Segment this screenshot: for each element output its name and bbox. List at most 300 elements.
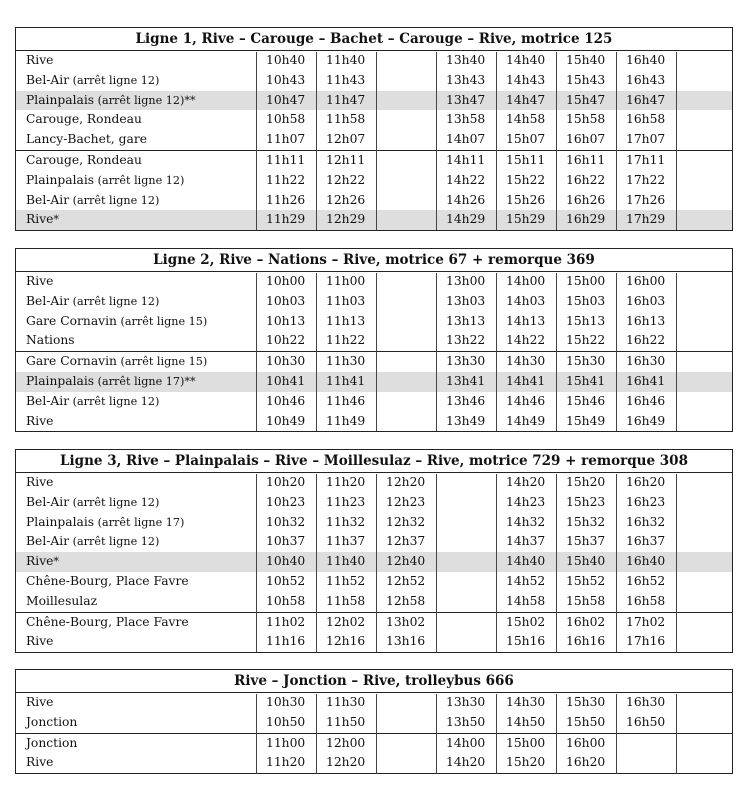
departure-time: 12h16 (326, 634, 366, 649)
departure-time (676, 552, 732, 572)
column-divider (436, 52, 437, 231)
stop-name-cell (16, 632, 256, 652)
departure-time: 11h00 (326, 274, 366, 288)
departure-time (436, 473, 496, 493)
departure-time (676, 693, 732, 713)
departure-time: 11h58 (326, 593, 366, 608)
departure-time: 11h29 (266, 212, 306, 227)
departure-time: 13h03 (446, 293, 486, 308)
departure-time (436, 592, 496, 612)
stop-name-cell (16, 372, 256, 392)
stop-name: Bel-Air (26, 293, 70, 308)
table-row (16, 91, 732, 111)
departure-time: 12h29 (326, 212, 366, 227)
departure-time: 16h52 (626, 573, 666, 588)
departure-time: 17h07 (626, 132, 666, 147)
departure-time: 11h22 (266, 172, 306, 187)
departure-time (676, 592, 732, 612)
departure-time: 14h03 (506, 293, 546, 308)
stop-name-cell (16, 91, 256, 111)
departure-time: 15h13 (566, 313, 606, 328)
departure-time: 10h58 (266, 112, 306, 127)
departure-time: 10h52 (266, 573, 306, 588)
table-row (16, 734, 732, 754)
column-divider (496, 52, 497, 231)
departure-time: 12h52 (386, 573, 426, 588)
table-row (16, 473, 732, 493)
departure-time (676, 412, 732, 432)
column-divider (616, 694, 617, 774)
column-divider (616, 474, 617, 653)
departure-time: 10h46 (266, 393, 306, 408)
departure-time (676, 210, 732, 230)
departure-time (376, 171, 436, 191)
column-divider (676, 52, 677, 231)
departure-time: 11h47 (326, 92, 366, 107)
stop-note: (arrêt ligne 12) (69, 394, 160, 408)
departure-time: 16h30 (626, 695, 666, 709)
departure-time: 16h23 (626, 494, 666, 509)
stop-name-cell (16, 331, 256, 351)
departure-time (376, 412, 436, 432)
departure-time: 11h50 (326, 714, 366, 729)
departure-time: 15h58 (566, 112, 606, 127)
table-row (16, 493, 732, 513)
departure-time: 17h29 (626, 212, 666, 227)
table-row (16, 312, 732, 332)
stop-mark: ** (184, 93, 196, 107)
departure-time (676, 51, 732, 71)
stop-name-cell (16, 592, 256, 612)
departure-time: 12h37 (386, 534, 426, 549)
departure-time: 11h58 (326, 112, 366, 127)
stop-name: Rive (26, 755, 54, 770)
departure-time (676, 632, 732, 652)
column-divider (496, 694, 497, 774)
departure-time (376, 191, 436, 211)
timetable-4 (15, 669, 733, 774)
departure-time: 11h30 (326, 354, 366, 369)
departure-time: 15h49 (566, 413, 606, 428)
stop-name: Bel-Air (26, 494, 70, 509)
stop-mark: * (53, 213, 60, 227)
departure-time: 13h16 (386, 634, 426, 649)
departure-time: 11h30 (326, 695, 366, 709)
column-divider (256, 52, 257, 231)
table-row (16, 352, 732, 372)
departure-time: 14h46 (506, 393, 546, 408)
departure-time: 13h00 (446, 274, 486, 288)
departure-time: 12h02 (326, 614, 366, 629)
column-divider (376, 474, 377, 653)
departure-time: 14h47 (506, 92, 546, 107)
stop-name: Plainpalais (26, 172, 95, 187)
table-row (16, 693, 732, 713)
departure-time (436, 613, 496, 633)
departure-time: 13h41 (446, 373, 486, 388)
departure-time: 10h03 (266, 293, 306, 308)
table-row (16, 513, 732, 533)
table-row (16, 412, 732, 432)
table-row (16, 372, 732, 392)
stop-name-cell (16, 493, 256, 513)
stop-name-cell (16, 713, 256, 733)
departure-time: 11h13 (326, 313, 366, 328)
departure-time: 16h16 (566, 634, 606, 649)
departure-time: 10h40 (266, 53, 306, 67)
departure-time: 10h13 (266, 313, 306, 328)
departure-time: 16h26 (566, 192, 606, 207)
departure-time: 11h03 (326, 293, 366, 308)
timetable-2 (15, 248, 733, 432)
departure-time: 15h07 (506, 132, 546, 147)
departure-time: 16h03 (626, 293, 666, 308)
departure-time: 14h50 (506, 714, 546, 729)
departure-time: 15h23 (566, 494, 606, 509)
column-divider (376, 52, 377, 231)
departure-time: 17h22 (626, 172, 666, 187)
departure-time: 16h46 (626, 393, 666, 408)
stop-name-cell (16, 552, 256, 572)
departure-time: 17h26 (626, 192, 666, 207)
departure-time: 11h32 (326, 514, 366, 529)
stop-note: (arrêt ligne 12) (94, 173, 185, 187)
departure-time: 14h40 (506, 53, 546, 67)
departure-time (676, 392, 732, 412)
departure-time (676, 171, 732, 191)
departure-time: 10h37 (266, 534, 306, 549)
departure-time: 15h43 (566, 72, 606, 87)
departure-time: 15h00 (566, 274, 606, 288)
column-divider (376, 273, 377, 432)
stop-group (16, 51, 732, 150)
stop-name: Rive (26, 554, 54, 569)
stop-name-cell (16, 352, 256, 372)
stop-group (16, 272, 732, 351)
departure-time: 11h26 (266, 192, 306, 207)
departure-time (376, 693, 436, 713)
departure-time: 12h40 (386, 554, 426, 569)
column-divider (676, 694, 677, 774)
column-divider (556, 474, 557, 653)
departure-time: 14h58 (506, 593, 546, 608)
table-row (16, 713, 732, 733)
departure-time: 15h16 (506, 634, 546, 649)
departure-time: 15h03 (566, 293, 606, 308)
departure-time (676, 71, 732, 91)
departure-time: 16h13 (626, 313, 666, 328)
departure-time: 11h23 (326, 494, 366, 509)
table-row (16, 71, 732, 91)
departure-time (676, 352, 732, 372)
departure-time: 11h20 (266, 755, 306, 770)
departure-time (676, 151, 732, 171)
table-row (16, 572, 732, 592)
departure-time: 15h47 (566, 92, 606, 107)
departure-time: 14h00 (506, 274, 546, 288)
stop-name: Plainpalais (26, 373, 95, 388)
departure-time: 12h11 (326, 152, 366, 167)
table-row (16, 592, 732, 612)
timetable-title: Ligne 3, Rive – Plainpalais – Rive – Moillesulaz – Rive, motrice 729 + remorque 308 (16, 450, 732, 473)
stop-name-cell (16, 272, 256, 292)
timetable-1 (15, 27, 733, 231)
departure-time (376, 272, 436, 292)
departure-time: 13h13 (446, 313, 486, 328)
departure-time: 14h26 (446, 192, 486, 207)
departure-time (676, 130, 732, 150)
departure-time: 15h00 (506, 735, 546, 750)
column-divider (676, 273, 677, 432)
departure-time: 16h11 (566, 152, 606, 167)
departure-time: 15h58 (566, 593, 606, 608)
table-row (16, 110, 732, 130)
departure-time: 11h43 (326, 72, 366, 87)
stop-mark: ** (184, 374, 196, 388)
departure-time: 14h43 (506, 72, 546, 87)
departure-time: 11h16 (266, 634, 306, 649)
departure-time: 15h46 (566, 393, 606, 408)
departure-time (676, 292, 732, 312)
table-row (16, 753, 732, 773)
departure-time (676, 272, 732, 292)
stop-name: Rive (26, 413, 54, 428)
departure-time (376, 392, 436, 412)
stop-name: Moillesulaz (26, 593, 98, 608)
stop-name-cell (16, 572, 256, 592)
departure-time (376, 753, 436, 773)
departure-time (436, 493, 496, 513)
departure-time (376, 110, 436, 130)
departure-time: 16h50 (626, 714, 666, 729)
departure-time: 11h40 (326, 554, 366, 569)
stop-note: (arrêt ligne 12) (69, 495, 160, 509)
column-divider (256, 474, 257, 653)
column-divider (436, 474, 437, 653)
departure-time: 15h20 (566, 475, 606, 489)
table-row (16, 171, 732, 191)
departure-time: 11h00 (266, 735, 306, 750)
stop-name-cell (16, 412, 256, 432)
departure-time: 10h47 (266, 92, 306, 107)
stop-name-cell (16, 473, 256, 493)
stop-name: Chêne-Bourg, Place Favre (26, 573, 189, 588)
departure-time: 12h20 (386, 475, 426, 489)
departure-time: 12h20 (326, 755, 366, 770)
stop-name: Gare Cornavin (26, 313, 117, 328)
departure-time (676, 513, 732, 533)
departure-time: 16h02 (566, 614, 606, 629)
departure-time: 15h29 (506, 212, 546, 227)
departure-time: 15h20 (506, 755, 546, 770)
departure-time: 15h37 (566, 534, 606, 549)
departure-time: 13h50 (446, 714, 486, 729)
stop-name: Rive (26, 634, 54, 649)
table-row (16, 191, 732, 211)
stop-group (16, 150, 732, 230)
stop-name-cell (16, 171, 256, 191)
departure-time: 15h22 (506, 172, 546, 187)
column-divider (556, 694, 557, 774)
stop-name-cell (16, 292, 256, 312)
departure-time (676, 753, 732, 773)
stop-group (16, 473, 732, 612)
departure-time: 12h07 (326, 132, 366, 147)
departure-time: 16h47 (626, 92, 666, 107)
column-divider (556, 52, 557, 231)
column-divider (316, 474, 317, 653)
departure-time: 16h07 (566, 132, 606, 147)
departure-time: 14h30 (506, 354, 546, 369)
stop-note: (arrêt ligne 12) (69, 73, 160, 87)
stop-name: Jonction (26, 714, 78, 729)
stop-note: (arrêt ligne 12) (69, 193, 160, 207)
departure-time: 13h30 (446, 695, 486, 709)
stop-group (16, 612, 732, 653)
departure-time: 15h30 (566, 695, 606, 709)
departure-time (376, 91, 436, 111)
departure-time: 17h02 (626, 614, 666, 629)
departure-time (436, 513, 496, 533)
stop-name-cell (16, 130, 256, 150)
departure-time: 11h11 (266, 152, 306, 167)
stop-name-cell (16, 693, 256, 713)
departure-time (676, 312, 732, 332)
departure-time: 17h11 (626, 152, 666, 167)
departure-time: 13h43 (446, 72, 486, 87)
departure-time (616, 753, 676, 773)
departure-time: 16h30 (626, 354, 666, 369)
stop-name-cell (16, 753, 256, 773)
timetable-title: Ligne 2, Rive – Nations – Rive, motrice 67 + remorque 369 (16, 249, 732, 272)
departure-time: 16h29 (566, 212, 606, 227)
stop-name-cell (16, 734, 256, 754)
stop-name-cell (16, 110, 256, 130)
departure-time: 14h41 (506, 373, 546, 388)
departure-time (376, 292, 436, 312)
departure-time: 11h02 (266, 614, 306, 629)
departure-time (376, 71, 436, 91)
departure-time: 16h20 (566, 755, 606, 770)
column-divider (316, 694, 317, 774)
departure-time: 14h00 (446, 735, 486, 750)
departure-time: 15h11 (506, 152, 546, 167)
departure-time: 15h40 (566, 53, 606, 67)
departure-time: 14h32 (506, 514, 546, 529)
departure-time: 10h50 (266, 714, 306, 729)
stop-name-cell (16, 513, 256, 533)
departure-time: 11h46 (326, 393, 366, 408)
departure-time: 13h40 (446, 53, 486, 67)
departure-time: 16h22 (566, 172, 606, 187)
stop-name-cell (16, 151, 256, 171)
departure-time: 15h32 (566, 514, 606, 529)
departure-time: 13h49 (446, 413, 486, 428)
stop-name-cell (16, 51, 256, 71)
departure-time (676, 331, 732, 351)
departure-time: 16h41 (626, 373, 666, 388)
stop-name: Rive (26, 212, 54, 227)
departure-time (676, 734, 732, 754)
column-divider (436, 273, 437, 432)
stop-name: Plainpalais (26, 514, 95, 529)
table-row (16, 532, 732, 552)
departure-time: 15h41 (566, 373, 606, 388)
departure-time: 14h29 (446, 212, 486, 227)
departure-time: 14h49 (506, 413, 546, 428)
stop-note: (arrêt ligne 17) (94, 374, 185, 388)
departure-time: 11h40 (326, 53, 366, 67)
stop-name: Jonction (26, 735, 78, 750)
departure-time: 14h20 (506, 475, 546, 489)
departure-time: 14h52 (506, 573, 546, 588)
departure-time (676, 572, 732, 592)
stop-name-cell (16, 613, 256, 633)
departure-time (376, 352, 436, 372)
stop-name-cell (16, 312, 256, 332)
departure-time: 11h41 (326, 373, 366, 388)
column-divider (256, 694, 257, 774)
column-divider (496, 474, 497, 653)
stop-note: (arrêt ligne 17) (94, 515, 185, 529)
departure-time: 11h52 (326, 573, 366, 588)
departure-time (376, 331, 436, 351)
departure-time: 10h41 (266, 373, 306, 388)
departure-time: 12h22 (326, 172, 366, 187)
column-divider (316, 52, 317, 231)
stop-name: Bel-Air (26, 393, 70, 408)
departure-time: 12h00 (326, 735, 366, 750)
table-row (16, 392, 732, 412)
departure-time (676, 532, 732, 552)
departure-time: 16h00 (566, 735, 606, 750)
stop-note: (arrêt ligne 12) (94, 93, 185, 107)
departure-time (376, 130, 436, 150)
departure-time: 11h22 (326, 333, 366, 348)
timetable-title: Ligne 1, Rive – Carouge – Bachet – Carouge – Rive, motrice 125 (16, 28, 732, 51)
stop-name: Carouge, Rondeau (26, 152, 142, 167)
departure-time (376, 210, 436, 230)
stop-note: (arrêt ligne 15) (116, 355, 208, 369)
departure-time (676, 613, 732, 633)
table-row (16, 632, 732, 652)
departure-time: 16h40 (626, 53, 666, 67)
column-divider (556, 273, 557, 432)
departure-time: 16h40 (626, 554, 666, 569)
departure-time: 16h22 (626, 333, 666, 348)
stop-name: Plainpalais (26, 92, 95, 107)
departure-time: 16h32 (626, 514, 666, 529)
stop-note: (arrêt ligne 12) (69, 535, 160, 549)
departure-time: 12h58 (386, 593, 426, 608)
departure-time: 16h43 (626, 72, 666, 87)
departure-time: 10h32 (266, 514, 306, 529)
departure-time: 14h22 (446, 172, 486, 187)
departure-time: 11h37 (326, 534, 366, 549)
departure-time: 10h40 (266, 554, 306, 569)
departure-time: 10h00 (266, 274, 306, 288)
departure-time: 12h23 (386, 494, 426, 509)
departure-time: 13h58 (446, 112, 486, 127)
departure-time: 16h20 (626, 475, 666, 489)
departure-time: 15h22 (566, 333, 606, 348)
departure-time (676, 191, 732, 211)
departure-time: 16h58 (626, 112, 666, 127)
table-row (16, 130, 732, 150)
departure-time: 15h40 (566, 554, 606, 569)
stop-name: Rive (26, 695, 54, 709)
table-row (16, 210, 732, 230)
